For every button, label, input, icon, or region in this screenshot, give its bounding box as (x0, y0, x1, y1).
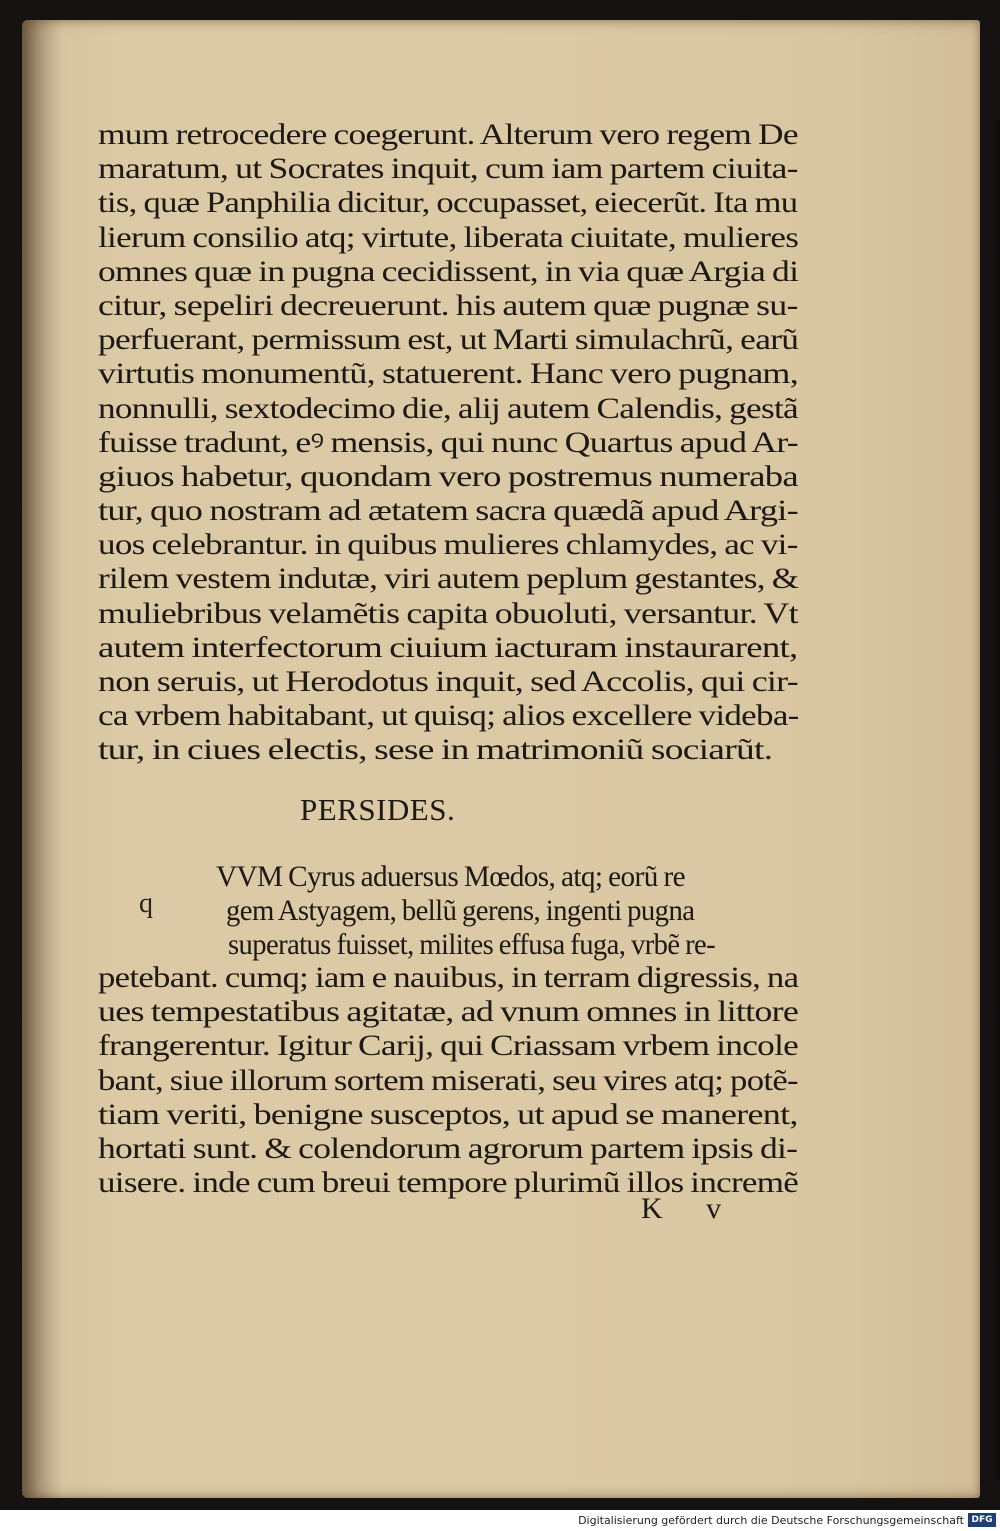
footer-bar (0, 1510, 1000, 1531)
text-line: perfuerant, permissum est, ut Marti simulachrũ, earũ (98, 323, 799, 357)
text-line: omnes quæ in pugna cecidissent, in via quæ Argia di (98, 254, 799, 288)
text-line: tur, quo nostram ad ætatem sacra quædã apud Argi- (98, 494, 798, 528)
text-line: tur, in ciues electis, sese in matrimoniũ sociarũt. (98, 733, 773, 767)
text-line: muliebribus velamẽtis capita obuoluti, versantur. Vt (98, 596, 798, 630)
text-line: mum retrocedere coegerunt. Alterum vero regem De (98, 118, 798, 151)
text-line: petebant. cumq; iam e nauibus, in terram digressis, na (98, 961, 799, 994)
text-line: VVM Cyrus aduersus Mœdos, atq; eorũ re (216, 860, 685, 893)
text-line: tiam veriti, benigne susceptos, ut apud se manerent, (98, 1097, 798, 1131)
signature-mark: K v (641, 1192, 740, 1225)
footer-credit: Digitalisierung gefördert durch die Deutsche Forschungsgemeinschaft (578, 1514, 964, 1527)
text-line: nonnulli, sextodecimo die, alij autem Calendis, gestã (98, 391, 798, 425)
text-line: citur, sepeliri decreuerunt. his autem quæ pugnæ su- (98, 288, 798, 322)
text-line: uisere. inde cum breui tempore plurimũ illos incremẽ (98, 1166, 799, 1200)
guide-letter: q (139, 888, 153, 919)
text-line: non seruis, ut Herodotus inquit, sed Accolis, qui cir- (98, 665, 798, 698)
scan-edge (996, 120, 1000, 1480)
text-line: rilem vestem indutæ, viri autem peplum gestantes, & (98, 562, 799, 596)
text-line: giuos habetur, quondam vero postremus numeraba (98, 459, 798, 493)
text-line: autem interfectorum ciuium iacturam instaurarent, (98, 630, 798, 664)
text-line: bant, siue illorum sortem miserati, seu vires atq; potẽ- (98, 1063, 798, 1097)
body-text-part1 (98, 118, 798, 768)
dfg-logo: DFG (968, 1513, 996, 1527)
text-line: hortati sunt. & colendorum agrorum partem ipsis di- (98, 1131, 798, 1165)
text-line: fuisse tradunt, eꝰ mensis, qui nunc Quartus apud Ar- (98, 425, 798, 459)
text-line: lierum consilio atq; virtute, liberata ciuitate, mulieres (98, 220, 799, 254)
text-line: virtutis monumentũ, statuerent. Hanc vero pugnam, (98, 357, 798, 391)
section-heading: PERSIDES. (300, 792, 456, 827)
text-line: maratum, ut Socrates inquit, cum iam partem ciuita- (98, 152, 798, 186)
text-line: gem Astyagem, bellũ gerens, ingenti pugna (226, 894, 695, 927)
text-line: ca vrbem habitabant, ut quisq; alios excellere videba- (98, 699, 799, 733)
text-line: frangerentur. Igitur Carij, qui Criassam vrbem incole (98, 1029, 799, 1063)
gutter-shadow (22, 20, 62, 1498)
text-line: tis, quæ Panphilia dicitur, occupasset, eiecerũt. Ita mu (98, 186, 798, 220)
text-line: ues tempestatibus agitatæ, ad vnum omnes in littore (98, 995, 799, 1029)
text-line: superatus fuisset, milites effusa fuga, vrbẽ re- (228, 928, 716, 961)
text-line: uos celebrantur. in quibus mulieres chlamydes, ac vi- (98, 528, 798, 562)
body-text-part2 (98, 961, 798, 1200)
